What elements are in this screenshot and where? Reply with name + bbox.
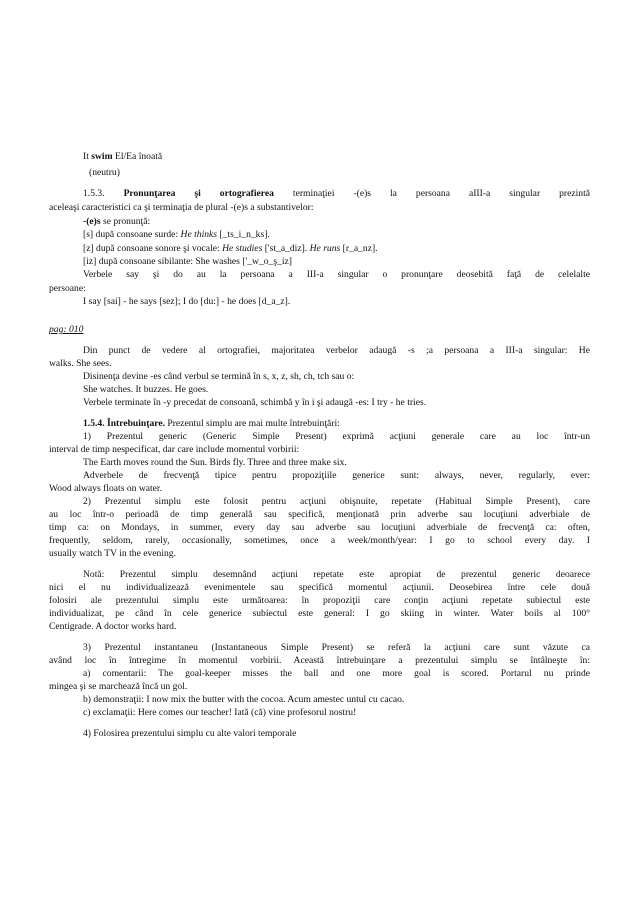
section-heading-1-5-3: 1.5.3. Pronunţarea şi ortografierea terminaţiei -(e)s la persoana aIII-a singular prezintă [83, 188, 591, 199]
text-line: persoane: [49, 283, 86, 294]
text-line: 4) Folosirea prezentului simplu cu alte valori temporale [83, 728, 297, 739]
text-line: individualizat, pe când în cele generice subiectul este general: I go skiing in winter. Water boils al 100° [49, 608, 590, 619]
text-line: a) comentarii: The goal-keeper misses the ball and one more goal is scored. Portarul nu prinde [83, 668, 590, 679]
text-line: b) demonstraţii: I now mix the butter with the cocoa. Acum amestec untul cu cacao. [83, 694, 405, 705]
text-line: timp ca: on Mondays, in summer, every day sau adverbe sau locuţiuni adverbiale de frecvenţă ca: often, [49, 522, 590, 533]
text-line: aceleaşi caracteristici ca şi terminaţia de plural -(e)s a substantivelor: [49, 202, 314, 213]
text-line: nici el nu individualizează evenimentele sau specifică momentul acţiunii. Deosebirea între cele două [49, 582, 590, 593]
text-line: Din punct de vedere al ortografiei, majoritatea verbelor adaugă -s ;a persoana a III-a singular: He [83, 345, 590, 356]
text-line: [z] după consoane sonore şi vocale: He studies ['st_a_diz]. He runs [r_a_nz]. [83, 243, 378, 254]
text-line: frequently, seldom, rarely, occasionally, sometimes, once a week/month/year: I go to school every day. I [49, 535, 590, 546]
text-line: interval de timp nespecificat, dar care include momentul vorbirii: [49, 444, 300, 455]
text-line: I say [sai] - he says [sez]; I do [du:] - he does [d_a_z]. [83, 296, 291, 307]
text-line: mingea şi se marchează încă un gol. [49, 681, 188, 692]
text-line: Verbele terminate în -y precedat de consoană, schimbă y în i şi adaugă -es: I try - he tries. [83, 397, 427, 408]
page-marker: pag: 010 [49, 324, 84, 335]
text-line: Verbele say şi do au la persoana a III-a singular o pronunţare deosebită faţă de celelalte [83, 269, 590, 280]
text-line: Centigrade. A doctor works hard. [49, 621, 177, 632]
text-line: Adverbele de frecvenţă tipice pentru propoziţiile generice sunt: always, never, regularly, ever: [83, 470, 590, 481]
text-line: având loc în întregime în momentul vorbirii. Această întrebuinţare a prezentului simplu se întâlneşte în: [49, 655, 590, 666]
text-line: [s] după consoane surde: He thinks [_ts_i_n_ks]. [83, 229, 270, 240]
text-line: The Earth moves round the Sun. Birds fly. Three and three make six. [83, 457, 347, 468]
text-line: 2) Prezentul simplu este folosit pentru acţiuni obişnuite, repetate (Habitual Simple Present), care [83, 496, 590, 507]
example-note: (neutru) [89, 167, 120, 178]
text-line: Disinenţa devine -es când verbul se termină în s, x, z, sh, ch, tch sau o: [83, 371, 355, 382]
section-heading-1-5-4: 1.5.4. Întrebuinţare. Prezentul simplu are mai multe întrebuinţări: [83, 418, 340, 429]
text-line: c) exclamaţii: Here comes our teacher! Iată (că) vine profesorul nostru! [83, 707, 357, 718]
text-line: Wood always floats on water. [49, 483, 162, 494]
text-line: [iz] după consoane sibilante: She washes ['_w_o_ş_iz] [83, 256, 293, 267]
text-line: au loc într-o perioadă de timp generală sau specifică, menţionată prin adverbe sau locuţiuni adverbiale de [49, 509, 590, 520]
text-line: walks. She sees. [49, 358, 112, 369]
text-line: folosiri ale prezentului simplu este următoarea: în propoziţii care conţin acţiuni repetate subiectul este [49, 595, 590, 606]
text-line: She watches. It buzzes. He goes. [83, 384, 209, 395]
text-line: 3) Prezentul instantaneu (Instantaneous Simple Present) se referă la acţiuni care sunt văzute ca [83, 642, 590, 653]
text-line: -(e)s se pronunţă: [83, 216, 151, 227]
text-line: 1) Prezentul generic (Generic Simple Present) exprimă acţiuni generale care au loc într-un [83, 431, 590, 442]
text-line: usually watch TV in the evening. [49, 548, 177, 559]
note-line: Notă: Prezentul simplu desemnând acţiuni repetate este apropiat de prezentul generic deoarece [83, 569, 590, 580]
example-line: It swim El/Ea înoată [83, 151, 163, 162]
